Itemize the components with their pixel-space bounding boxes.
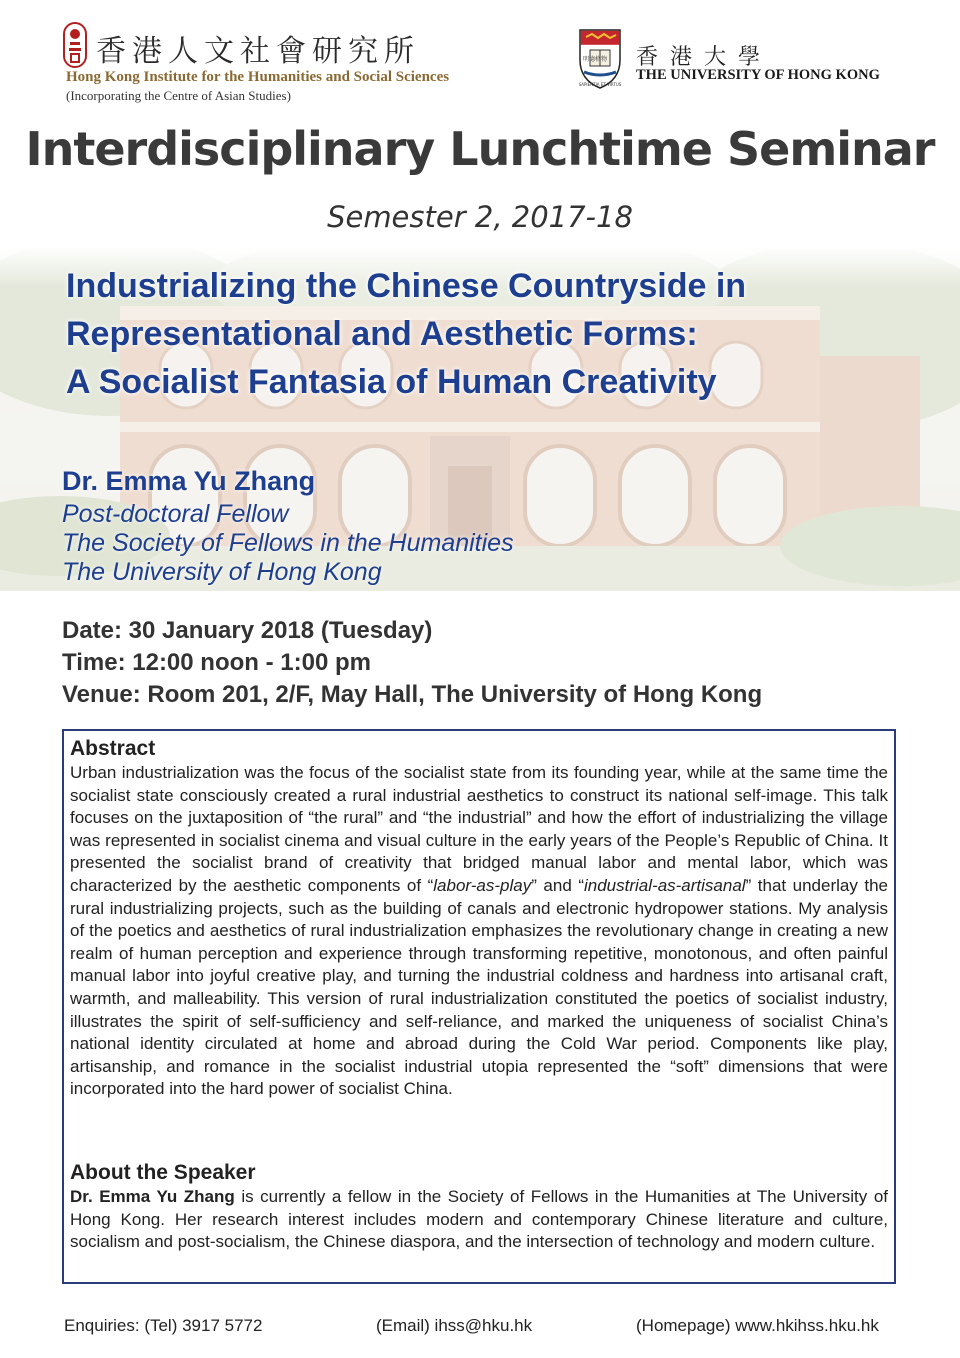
- about-speaker-text: Dr. Emma Yu Zhang is currently a fellow in the Society of Fellows in the Humanities at The University of Hong Kong. Her research interest includes modern and contemporary Chinese literature and culture, socialism and post-socialism, the Chinese diaspora, and the intersection of technology and modern culture.: [70, 1187, 888, 1252]
- event-venue: Venue: Room 201, 2/F, May Hall, The University of Hong Kong: [62, 681, 763, 708]
- abstract-term-industrial-as-artisanal: industrial-as-artisanal: [584, 875, 746, 895]
- talk-title-line: Representational and Aesthetic Forms:: [66, 315, 698, 353]
- ihss-seal-logo-icon: [62, 22, 88, 68]
- ihss-name-english: Hong Kong Institute for the Humanities and Social Sciences: [66, 69, 450, 85]
- talk-title-line: Industrializing the Chinese Countryside in: [66, 267, 747, 305]
- event-date: Date: 30 January 2018 (Tuesday): [62, 617, 433, 644]
- hku-name-english: THE UNIVERSITY OF HONG KONG: [636, 67, 880, 83]
- ihss-name-chinese: 香港人文社會研究所: [96, 34, 420, 69]
- seminar-series-title: Interdisciplinary Lunchtime Seminar: [25, 122, 935, 176]
- abstract-term-labor-as-play: labor-as-play: [433, 875, 532, 895]
- about-speaker-heading: About the Speaker: [70, 1161, 256, 1184]
- footer-telephone: Enquiries: (Tel) 3917 5772: [64, 1316, 263, 1335]
- event-time: Time: 12:00 noon - 1:00 pm: [62, 649, 371, 676]
- svg-text:明德格物: 明德格物: [582, 56, 608, 63]
- footer-email[interactable]: (Email) ihss@hku.hk: [376, 1316, 533, 1335]
- speaker-department: The Society of Fellows in the Humanities: [62, 529, 514, 557]
- abstract-heading: Abstract: [70, 737, 156, 760]
- svg-text:SAPIENTIA ET VIRTUS: SAPIENTIA ET VIRTUS: [578, 82, 622, 87]
- talk-title-line: A Socialist Fantasia of Human Creativity: [66, 363, 717, 401]
- speaker-position: Post-doctoral Fellow: [62, 500, 289, 528]
- about-speaker-name: Dr. Emma Yu Zhang: [70, 1187, 235, 1206]
- semester-label: Semester 2, 2017-18: [327, 200, 633, 234]
- abstract-text: Urban industrialization was the focus of the socialist state from its founding year, while at the same time the socialist state consciously created a rural industrial aesthetics to construct its national self-image. This talk focuses on the juxtaposition of “the rural” and “the industrial” and how the effort of industrializing the village was represented in socialist cinema and visual culture in the early years of the People’s Republic of China. It presented the socialist brand of creativity that bridged manual labor and mental labor, which was characterized by the aesthetic components of “labor-as-play” and “industrial-as-artisanal” that underlay the rural industrializing projects, such as the building of canals and electronic hydropower stations. My analysis of the poetics and aesthetics of rural industrialization emphasizes the revolutionary change in creating a new realm of human perception and experience through transforming repetitive, monotonous, and often painful manual labor into joyful creative play, and turning the industrial coldness and hardness into artisanal craft, warmth, and malleability. This version of rural industrialization constituted the poetics of socialist industry, illustrates the spirit of self-sufficiency and self-reliance, and marked the uniqueness of socialist China’s national identity circulated at home and abroad during the Cold War period. Components like play, artisanship, and romance in the socialist industrial utopia represented the “soft” dimensions that were incorporated into the hard power of socialist China.: [70, 763, 889, 1099]
- hku-crest-icon: [576, 28, 624, 90]
- ihss-subtitle: (Incorporating the Centre of Asian Studies): [66, 88, 291, 103]
- footer-homepage[interactable]: (Homepage) www.hkihss.hku.hk: [636, 1316, 879, 1335]
- speaker-name: Dr. Emma Yu Zhang: [62, 466, 316, 496]
- hku-name-chinese: 香港大學: [636, 45, 773, 70]
- talk-title: [66, 262, 746, 406]
- speaker-university: The University of Hong Kong: [62, 558, 382, 586]
